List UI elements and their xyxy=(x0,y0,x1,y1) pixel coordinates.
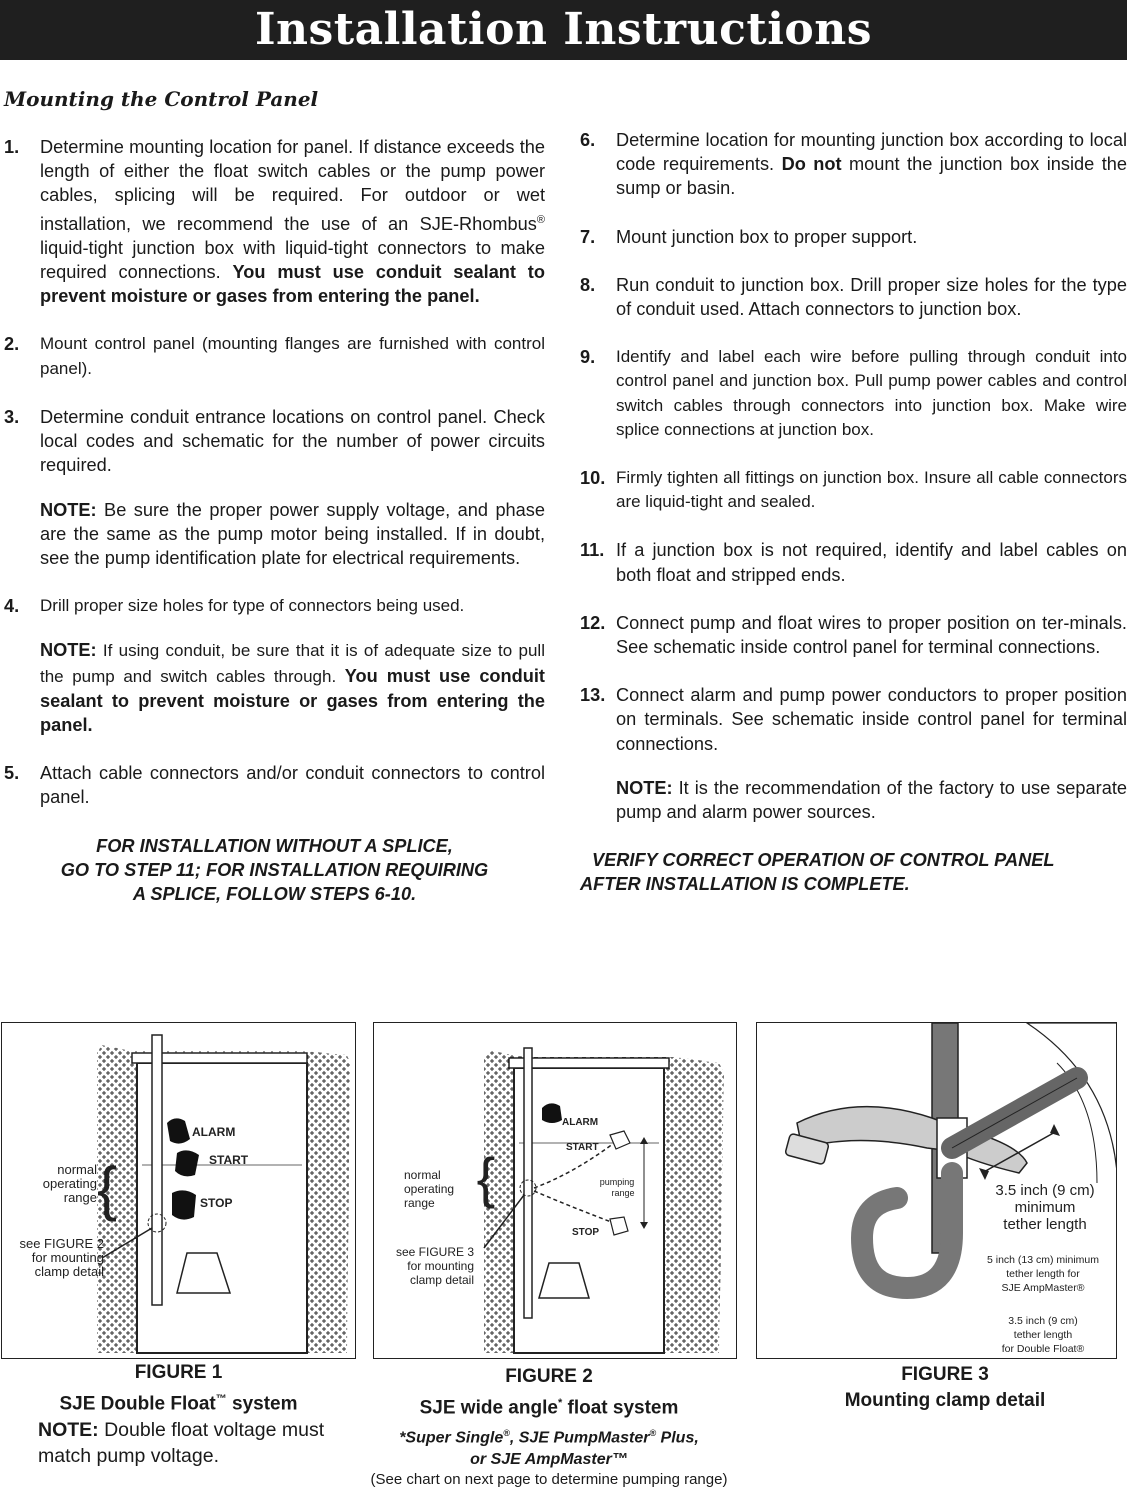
note-label: NOTE: xyxy=(616,777,673,798)
step-6 xyxy=(580,128,1127,201)
step-number: 3. xyxy=(4,406,20,427)
tether-dimension-label: 3.5 inch (9 cm) xyxy=(995,1182,1095,1199)
step-text-cont: liquid-tight junction box with liquid-tight connectors to make required connections. xyxy=(40,237,545,283)
figure-subtitle xyxy=(0,1386,357,1417)
callout-line: GO TO STEP 11; FOR INSTALLATION REQUIRING xyxy=(60,859,489,880)
float-cable-edge xyxy=(952,1078,1077,1148)
basin-lid xyxy=(509,1058,669,1068)
step-13 xyxy=(580,683,1127,756)
normal-range-label: normal xyxy=(57,1162,97,1177)
footnote-text: *Super Single xyxy=(399,1429,504,1447)
page-title-banner xyxy=(0,0,1127,60)
footnote-star: * xyxy=(557,1397,563,1409)
note-text: Be sure the proper power supply voltage, and phase are the same as the pump motor being installed. If in doubt, see the pump identification plate for electrical requirements. xyxy=(40,499,545,568)
discharge-pipe xyxy=(152,1035,162,1305)
trademark-mark: ™ xyxy=(215,1393,227,1405)
step-text: Firmly tighten all fittings on junction box. Insure all cable connectors are liquid-tight and sealed. xyxy=(616,468,1127,512)
step-number: 4. xyxy=(4,596,20,617)
note-text: If using conduit, be sure that it is of adequate size to pull the pump and switch cables through. xyxy=(40,641,545,686)
wide-angle-diagram xyxy=(374,1023,737,1359)
sump-basin xyxy=(514,1068,664,1353)
footnote-text: , SJE PumpMaster xyxy=(509,1429,650,1447)
step-emphasis: Do not xyxy=(781,154,842,175)
figure-number: FIGURE 2 xyxy=(505,1366,593,1387)
see-figure-label: for mounting xyxy=(407,1259,474,1273)
step-text: Drill proper size holes for type of connectors being used. xyxy=(40,596,465,616)
step-7 xyxy=(580,225,1127,249)
stop-float-icon xyxy=(172,1190,196,1219)
alarm-label: ALARM xyxy=(562,1117,599,1128)
footnote-text: or SJE AmpMaster™ xyxy=(470,1450,628,1468)
step-text: Connect pump and float wires to proper position on ter-minals. See schematic inside control panel for terminal connections. xyxy=(616,612,1127,658)
step-text: Run conduit to junction box. Drill proper size holes for the type of conduit used. Attach connectors to junction box. xyxy=(616,274,1127,320)
normal-range-label: range xyxy=(404,1196,435,1210)
note-step-3 xyxy=(4,498,545,571)
step-10 xyxy=(580,466,1127,514)
registered-mark: ® xyxy=(649,1428,657,1439)
tether-dimension-label: minimum xyxy=(1014,1199,1076,1216)
figure-3-illustration xyxy=(756,1022,1117,1359)
note-label: NOTE: xyxy=(38,1419,99,1442)
subtitle-text: SJE Double Float xyxy=(59,1393,216,1415)
note-step-13 xyxy=(580,776,1127,824)
figure-2-illustration xyxy=(373,1022,737,1359)
normal-range-label: normal xyxy=(404,1168,441,1182)
callout-line: VERIFY CORRECT OPERATION OF CONTROL PANEL xyxy=(592,850,1055,871)
step-4 xyxy=(4,594,545,618)
step-number: 12. xyxy=(580,612,606,633)
step-1 xyxy=(4,135,545,308)
step-11 xyxy=(580,538,1127,586)
note-label: NOTE: xyxy=(40,499,97,520)
figure-1-illustration xyxy=(1,1022,356,1359)
alarm-float-icon xyxy=(542,1103,562,1123)
see-figure-label: see FIGURE 2 xyxy=(19,1236,104,1251)
see-figure-label: see FIGURE 3 xyxy=(395,1245,474,1259)
step-text: Determine mounting location for panel. If distance exceeds the length of either the float switch cables or the pump power cables, splicing will be required. For outdoor or wet installation, we recommend the use of an SJE-Rhombus xyxy=(40,137,545,234)
step-warning: You must use conduit sealant to prevent moisture or gases from entering the panel. xyxy=(40,262,545,307)
double-float-diagram xyxy=(2,1023,356,1359)
step-text: Determine conduit entrance locations on control panel. Check local codes and schematic for the number of power circuits required. xyxy=(40,406,545,476)
see-figure-label: clamp detail xyxy=(34,1264,104,1279)
step-8 xyxy=(580,273,1127,321)
normal-range-label: operating xyxy=(404,1182,455,1196)
note-text: It is the recommendation of the factory to use separate pump and alarm power sources. xyxy=(616,777,1127,823)
left-column xyxy=(4,135,545,906)
step-text: Determine location for mounting junction box according to local code requirements. xyxy=(616,130,1127,175)
registered-mark: ® xyxy=(536,213,545,226)
note-warning: You must use conduit sealant to prevent moisture or gases from entering the panel. xyxy=(40,665,545,735)
step-text: Connect alarm and pump power conductors to proper position on terminals. See schematic inside control panel for terminal connections. xyxy=(616,685,1127,754)
double-float-note: for Double Float® xyxy=(1001,1343,1085,1355)
ampmaster-note: 5 inch (13 cm) minimum xyxy=(986,1254,1100,1266)
figure-number: FIGURE 3 xyxy=(901,1364,989,1385)
range-brace: { xyxy=(96,1155,118,1222)
registered-mark: ® xyxy=(503,1428,510,1439)
stop-label: STOP xyxy=(200,1196,233,1210)
page-title: Installation Instructions xyxy=(254,4,873,55)
step-number: 13. xyxy=(580,685,606,706)
ampmaster-note: tether length for xyxy=(1006,1268,1080,1280)
stop-label: STOP xyxy=(572,1227,600,1238)
pumping-range-note: (See chart on next page to determine pumping range) xyxy=(370,1470,728,1487)
subtitle-text-cont: system xyxy=(226,1393,298,1415)
figure-1-caption xyxy=(0,1360,357,1469)
step-text: If a junction box is not required, identify and label cables on both float and stripped ends. xyxy=(616,540,1127,585)
verify-callout xyxy=(580,848,1127,896)
note-step-4 xyxy=(4,638,545,737)
step-9 xyxy=(580,345,1127,442)
normal-range-label: range xyxy=(63,1190,97,1205)
step-number: 11. xyxy=(580,540,605,561)
step-number: 7. xyxy=(580,226,596,247)
pumping-range-label: pumping xyxy=(599,1177,635,1187)
step-text: Identify and label each wire before pulling through conduit into control panel and junction box. Pull pump power cables and control switch cables through connectors into junction box. Make wire splice connections at junction box. xyxy=(616,347,1127,439)
step-5 xyxy=(4,761,545,809)
step-number: 8. xyxy=(580,274,596,295)
start-float-icon xyxy=(175,1150,199,1176)
mounting-clamp-diagram xyxy=(757,1023,1117,1359)
figure-subtitle: Mounting clamp detail xyxy=(844,1390,1046,1411)
ampmaster-note: SJE AmpMaster® xyxy=(1001,1282,1085,1294)
footnote-text: Plus, xyxy=(656,1429,699,1447)
subtitle-text: SJE wide angle xyxy=(419,1397,558,1419)
step-number: 10. xyxy=(580,468,606,489)
section-title: Mounting the Control Panel xyxy=(4,87,319,111)
step-number: 2. xyxy=(4,334,20,355)
discharge-pipe xyxy=(524,1048,532,1318)
step-12 xyxy=(580,611,1127,659)
figure-number: FIGURE 1 xyxy=(134,1362,223,1383)
callout-line: FOR INSTALLATION WITHOUT A SPLICE, xyxy=(96,835,453,856)
step-text: Attach cable connectors and/or conduit connectors to control panel. xyxy=(40,763,545,808)
figure-3-caption xyxy=(760,1362,1127,1414)
splice-callout xyxy=(4,834,545,907)
step-number: 6. xyxy=(580,130,596,150)
figure-2-caption xyxy=(365,1364,733,1487)
start-label: START xyxy=(209,1153,249,1167)
right-column xyxy=(580,128,1127,897)
callout-line: A SPLICE, FOLLOW STEPS 6-10. xyxy=(132,883,417,904)
step-3 xyxy=(4,405,545,478)
pumping-range-label: range xyxy=(611,1188,635,1198)
double-float-note: 3.5 inch (9 cm) xyxy=(1008,1315,1078,1327)
double-float-note: tether length xyxy=(1013,1329,1073,1341)
step-number: 9. xyxy=(580,347,596,368)
see-figure-label: clamp detail xyxy=(409,1273,474,1287)
step-text: Mount control panel (mounting flanges are furnished with control panel). xyxy=(40,334,545,378)
start-label: START xyxy=(566,1142,599,1153)
note-label: NOTE: xyxy=(40,640,97,661)
see-figure-label: for mounting xyxy=(31,1250,104,1265)
figure-2-footnote xyxy=(365,1423,733,1448)
callout-line: AFTER INSTALLATION IS COMPLETE. xyxy=(580,874,910,895)
range-brace: { xyxy=(476,1146,496,1209)
note-text: Double float voltage must match pump voltage. xyxy=(38,1419,325,1468)
step-text: Mount junction box to proper support. xyxy=(616,226,918,247)
figure-subtitle xyxy=(365,1390,733,1421)
alarm-label: ALARM xyxy=(192,1125,236,1139)
figure-1-note xyxy=(0,1417,357,1469)
tether-dimension-label: tether length xyxy=(1003,1216,1087,1233)
step-text-cont: mount the junction box inside the sump or basin. xyxy=(616,154,1127,199)
step-number: 1. xyxy=(4,137,20,157)
step-number: 5. xyxy=(4,763,20,784)
subtitle-text-cont: float system xyxy=(562,1397,679,1419)
step-2 xyxy=(4,332,545,380)
normal-range-label: operating xyxy=(42,1176,97,1191)
